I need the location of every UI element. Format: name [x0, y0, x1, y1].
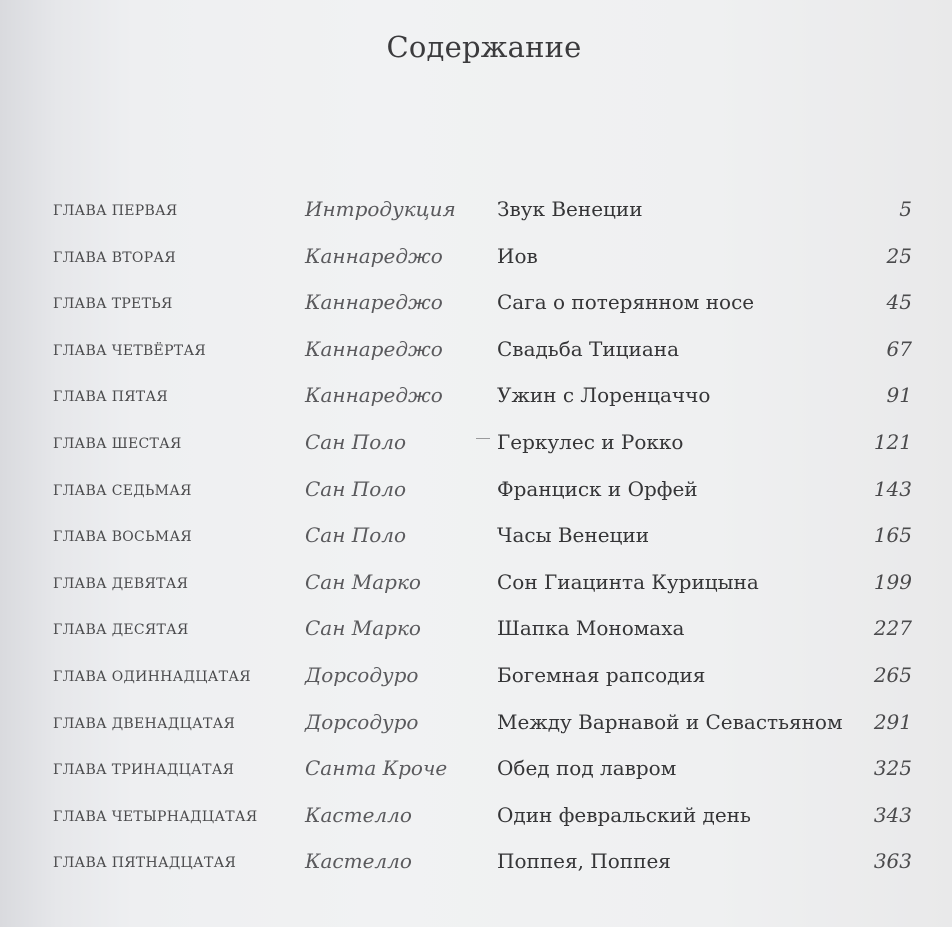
page-number: 325 — [873, 756, 912, 781]
chapter-label: ГЛАВА ТРЕТЬЯ — [53, 296, 173, 313]
chapter-title: Обед под лавром — [497, 756, 677, 781]
chapter-label: ГЛАВА ДЕСЯТАЯ — [53, 622, 189, 639]
toc-entry — [0, 423, 952, 470]
chapter-title: Звук Венеции — [497, 197, 643, 221]
page-number: 165 — [873, 523, 912, 548]
page-number: 67 — [886, 336, 912, 361]
toc-entry — [0, 376, 952, 423]
chapter-label: ГЛАВА ВОСЬМАЯ — [53, 529, 192, 546]
chapter-title: Сон Гиацинта Курицына — [497, 569, 759, 594]
page-title: Содержание — [386, 30, 582, 64]
toc-entry — [0, 796, 952, 843]
chapter-title: Иов — [497, 243, 538, 268]
toc-entry — [0, 656, 952, 703]
chapter-title: Сага о потерянном носе — [497, 290, 755, 315]
toc-entry — [0, 609, 952, 656]
chapter-title: Богемная рапсодия — [497, 662, 706, 687]
district-label: Дорсодуро — [305, 662, 419, 687]
chapter-label: ГЛАВА ДВЕНАДЦАТАЯ — [53, 715, 236, 732]
chapter-label: ГЛАВА ОДИННАДЦАТАЯ — [53, 668, 251, 685]
chapter-title: Между Варнавой и Севастьяном — [497, 709, 843, 734]
chapter-title: Шапка Мономаха — [497, 616, 685, 641]
page-number: 291 — [873, 709, 912, 734]
page-number: 45 — [886, 290, 912, 315]
page-number: 25 — [886, 243, 912, 268]
page-number: 121 — [873, 429, 912, 454]
chapter-title: Поппея, Поппея — [497, 849, 671, 874]
chapter-title: Свадьба Тициана — [497, 336, 680, 361]
toc-entry — [0, 703, 952, 750]
district-label: Сан Поло — [305, 523, 407, 548]
district-label: Каннареджо — [305, 290, 443, 315]
district-label: Дорсодуро — [305, 709, 419, 734]
chapter-title: Франциск и Орфей — [497, 476, 698, 501]
toc-entry — [0, 283, 952, 330]
toc-entry — [0, 237, 952, 284]
page-number: 227 — [873, 616, 912, 641]
toc-entry — [0, 190, 952, 237]
page-number: 91 — [886, 383, 912, 408]
chapter-title: Часы Венеции — [497, 523, 650, 548]
toc-entry — [0, 516, 952, 563]
page-number: 5 — [899, 197, 912, 221]
chapter-label: ГЛАВА ПЯТАЯ — [53, 389, 168, 406]
toc-entry — [0, 749, 952, 796]
chapter-label: ГЛАВА ПЕРВАЯ — [53, 203, 178, 219]
toc-entry — [0, 563, 952, 610]
district-label: Сан Марко — [305, 616, 421, 641]
district-label: Интродукция — [305, 197, 456, 221]
chapter-label: ГЛАВА ЧЕТЫРНАДЦАТАЯ — [53, 808, 258, 825]
chapter-label: ГЛАВА СЕДЬМАЯ — [53, 482, 192, 499]
page-number: 363 — [873, 849, 912, 874]
toc-entry — [0, 470, 952, 517]
chapter-label: ГЛАВА ТРИНАДЦАТАЯ — [53, 762, 235, 779]
chapter-label: ГЛАВА ВТОРАЯ — [53, 249, 176, 266]
page-number: 143 — [873, 476, 912, 501]
district-label: Санта Кроче — [305, 756, 448, 781]
toc-entry — [0, 842, 952, 889]
chapter-title: Геркулес и Рокко — [497, 429, 684, 454]
chapter-title: Один февральский день — [497, 802, 751, 827]
district-label: Сан Марко — [305, 569, 421, 594]
chapter-label: ГЛАВА ШЕСТАЯ — [53, 435, 182, 452]
district-label: Каннареджо — [305, 243, 443, 268]
toc-entry — [0, 330, 952, 377]
chapter-label: ГЛАВА ЧЕТВЁРТАЯ — [53, 342, 206, 359]
page-number: 343 — [873, 802, 912, 827]
chapter-label: ГЛАВА ПЯТНАДЦАТАЯ — [53, 855, 237, 872]
page-number: 265 — [873, 662, 912, 687]
district-label: Сан Поло — [305, 429, 407, 454]
chapter-label: ГЛАВА ДЕВЯТАЯ — [53, 575, 189, 592]
district-label: Каннареджо — [305, 336, 443, 361]
district-label: Сан Поло — [305, 476, 407, 501]
page-number: 199 — [873, 569, 912, 594]
table-of-contents — [0, 190, 952, 889]
district-label: Кастелло — [305, 802, 412, 827]
district-label: Кастелло — [305, 849, 412, 874]
chapter-title: Ужин с Лоренцаччо — [497, 383, 711, 408]
district-label: Каннареджо — [305, 383, 443, 408]
